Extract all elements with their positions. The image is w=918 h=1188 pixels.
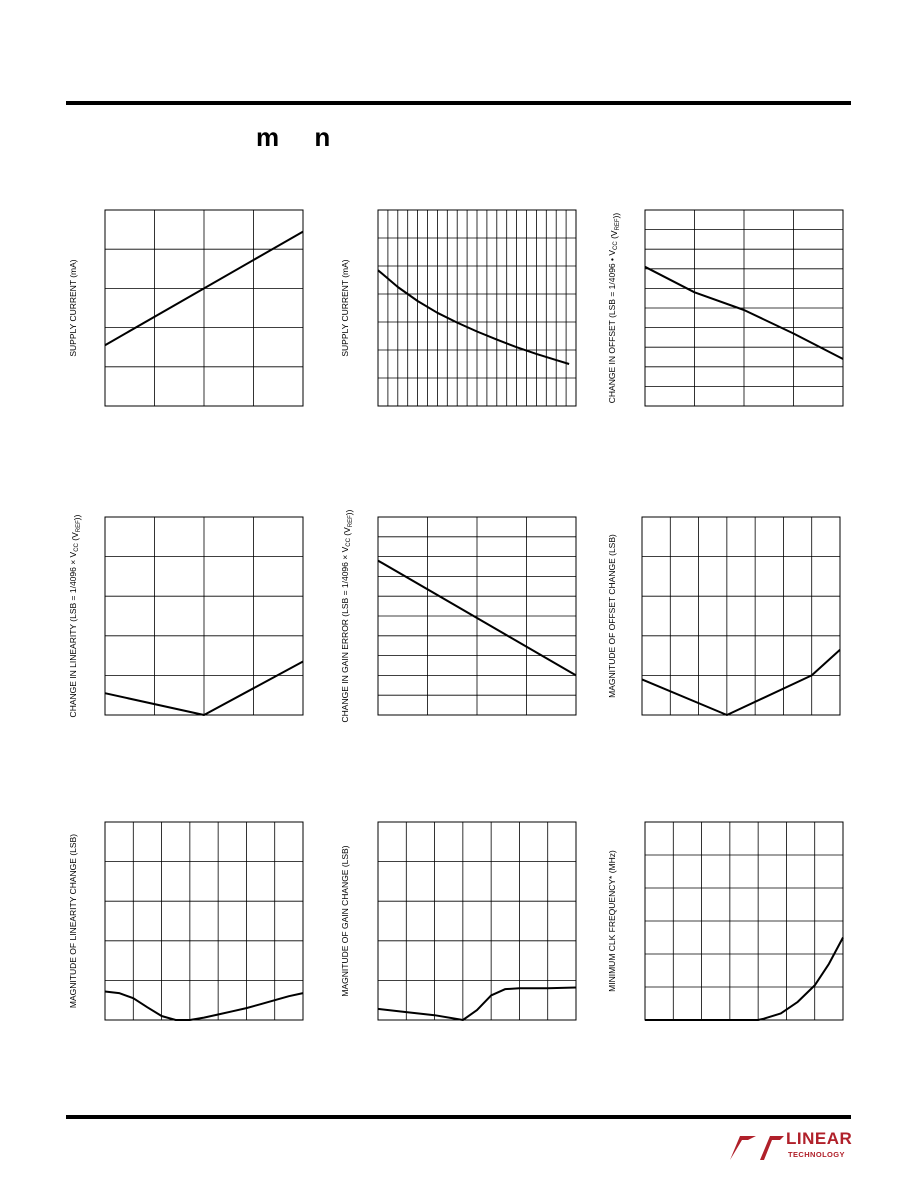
y-axis-label: MAGNITUDE OF GAIN CHANGE (LSB) xyxy=(340,845,350,997)
plot-frame xyxy=(642,517,840,715)
y-axis-label: SUPPLY CURRENT (mA) xyxy=(68,259,78,357)
brand-sub: TECHNOLOGY xyxy=(788,1150,845,1159)
y-axis-label: CHANGE IN LINEARITY ($LSB = 1/4096 \times V_{CC}$ $(V_{REF})$) xyxy=(68,514,82,718)
y-axis-label: MAGNITUDE OF OFFSET CHANGE (LSB) xyxy=(607,534,617,698)
y-axis-label: SUPPLY CURRENT (mA) xyxy=(340,259,350,357)
brand-name: LINEAR xyxy=(786,1129,853,1148)
series-line xyxy=(645,938,843,1021)
series-line xyxy=(642,650,840,715)
series-line xyxy=(105,992,303,1021)
plot-frame xyxy=(378,822,576,1020)
y-axis-label: MINIMUM CLK FREQUENCY* (MHz) xyxy=(607,850,617,992)
y-axis-label: CHANGE IN GAIN ERROR ($LSB = 1/4096 \times V_{CC}$ $(V_{REF})$) xyxy=(340,509,354,723)
page-heading: m n xyxy=(256,122,345,152)
y-axis-label: CHANGE IN OFFSET (LSB = 1/4096 • $V_{CC}$ $(V_{REF})$) xyxy=(607,212,621,404)
y-axis-label: MAGNITUDE OF LINEARITY CHANGE (LSB) xyxy=(68,833,78,1009)
bottom-rule xyxy=(66,1115,851,1119)
series-line xyxy=(378,988,576,1021)
plot-frame xyxy=(105,822,303,1020)
